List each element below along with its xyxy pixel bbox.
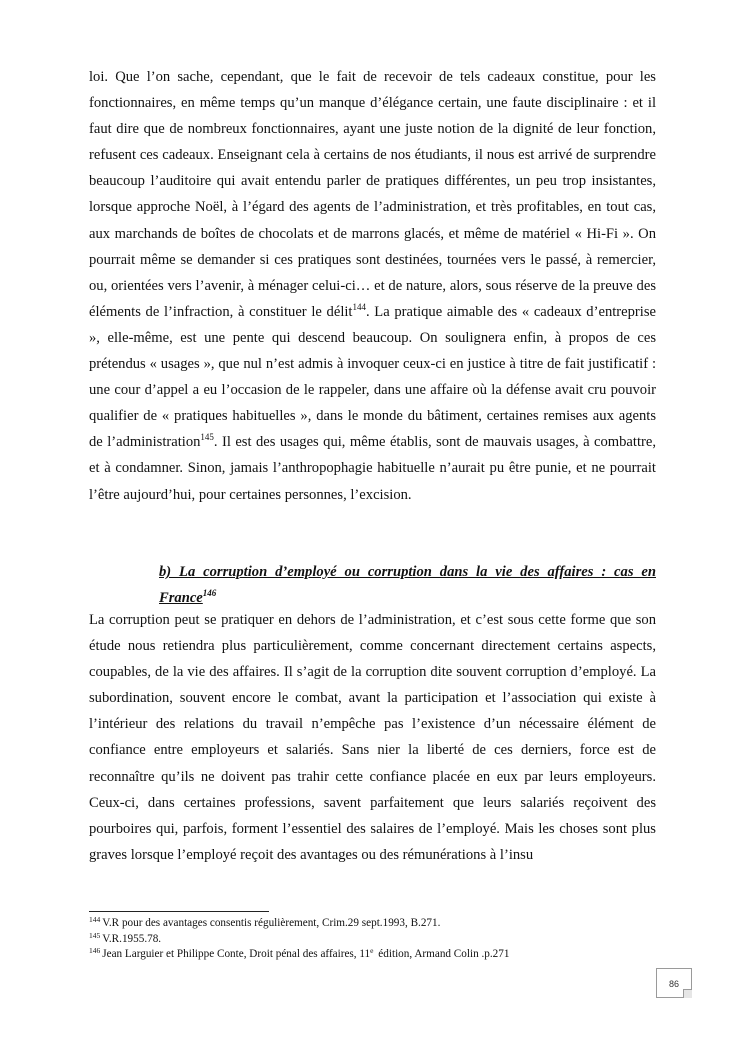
footnote-ref-144[interactable]: 144	[352, 301, 366, 312]
footnote-text: édition, Armand Colin .p.271	[375, 948, 510, 960]
footnote-144	[89, 916, 656, 932]
page-number: 86	[656, 968, 692, 998]
footnotes	[89, 916, 656, 963]
footnote-edition-superscript: e	[370, 946, 374, 955]
footnote-separator	[89, 911, 269, 912]
paragraph-1-text-c: . Il est des usages qui, même établis, sont de mauvais usages, à combattre, et à condamner. Sinon, jamais l’anthropophagie habituelle n’aurait pu être punie, et ne pourrait l’être aujourd’hui, pour certaines personnes, l’excision.	[89, 434, 656, 503]
footnote-number: 146	[89, 946, 101, 955]
footnote-text: V.R.1955.78.	[102, 932, 162, 945]
body-paragraph-2: La corruption peut se pratiquer en dehors de l’administration, et c’est sous cette forme que son étude nous retiendra plus particulièrement, comme concernant directement certains aspects, coupables, de la vie des affaires. Il s’agit de la corruption dite souvent corruption d’employé. La subordination, souvent encore le combat, avant la participation et l’association qui existe à l’intérieur des relations du travail n’empêche pas l’existence d’un nécessaire élément de confiance entre employeurs et salariés. Sans nier la liberté de ces derniers, force est de reconnaître qu’ils ne doivent pas trahir cette confiance placée en eux par leurs employeurs. Ceux-ci, dans certaines professions, savent parfaitement que leurs salariés reçoivent des pourboires qui, parfois, forment l’essentiel des salaires de l’employé. Mais les choses sont plus graves lorsque l’employé reçoit des avantages ou des rémunérations à l’insu	[89, 612, 656, 863]
paragraph-1-text-b: . La pratique aimable des « cadeaux d’entreprise », elle-même, est une pente qui descend beaucoup. On soulignera enfin, à propos de ces prétendus « usages », que nul n’est admis à invoquer ceux-ci en justice à titre de fait justificatif : une cour d’appel a eu l’occasion de le rappeler, dans une affaire où la défense avait cru pouvoir qualifier de « pratiques habituelles », dans le monde du bâtiment, certaines remises aux agents de l’administration	[89, 303, 656, 451]
footnote-146	[89, 947, 656, 963]
footnote-ref-145[interactable]: 145	[200, 432, 214, 443]
body-paragraph-1	[89, 64, 656, 508]
footnote-text: Jean Larguier et Philippe Conte, Droit pénal des affaires, 11	[102, 948, 371, 960]
footnote-number: 144	[89, 915, 101, 924]
footnote-145	[89, 932, 656, 948]
section-heading	[159, 559, 656, 611]
paragraph-1-text-a: loi. Que l’on sache, cependant, que le fait de recevoir de tels cadeaux constitue, pour les fonctionnaires, en même temps qu’un manque d’élégance certain, une faute disciplinaire : et il faut dire que de nombreux fonctionnaires, ayant une juste notion de la dignité de leur fonction, refusent ces cadeaux. Enseignant cela à certains de nos étudiants, il nous est arrivé de surprendre beaucoup l’auditoire qui avait entendu parler de pratiques différentes, un peu trop insistantes, lorsque approche Noël, à l’égard des agents de l’administration, et très profitables, en tout cas, aux marchands de boîtes de chocolats et de marrons glacés, et même de matériel « Hi-Fi ». On pourrait même se demander si ces pratiques sont destinées, tournées vers le passé, à remercier, ou, orientées vers l’avenir, à ménager celui-ci… et de nature, alors, sous réserve de la preuve des éléments de l’infraction, à constituer le délit	[89, 69, 656, 320]
footnote-text: V.R pour des avantages consentis régulièrement, Crim.29 sept.1993, B.271.	[102, 917, 441, 929]
section-heading-text: b) La corruption d’employé ou corruption dans la vie des affaires : cas en France	[159, 564, 656, 607]
footnote-ref-146[interactable]: 146	[202, 588, 217, 599]
footnote-number: 145	[89, 930, 101, 940]
